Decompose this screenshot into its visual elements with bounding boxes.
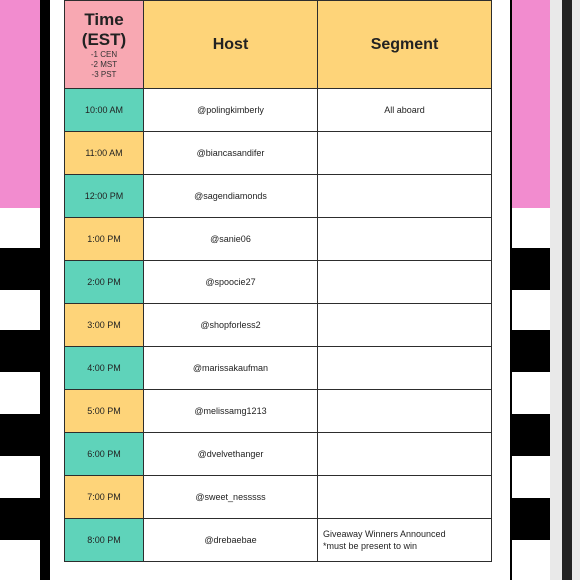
time-title: Time [84,9,124,29]
schedule-table [64,0,492,562]
host-cell: @dvelvethanger [144,433,318,476]
host-cell: @spoocie27 [144,261,318,304]
table-row [65,433,492,476]
table-row [65,519,492,562]
host-header: Host [144,1,318,89]
segment-cell [318,390,492,433]
time-cell: 2:00 PM [65,261,144,304]
host-cell: @drebaebae [144,519,318,562]
time-cell: 6:00 PM [65,433,144,476]
table-row [65,347,492,390]
time-header [65,1,144,89]
time-subtitle: (EST) [81,29,127,49]
host-cell: @melissamg1213 [144,390,318,433]
segment-cell [318,175,492,218]
segment-note: *must be present to win [323,541,418,551]
segment-cell [318,261,492,304]
time-cell: 10:00 AM [65,89,144,132]
table-row [65,476,492,519]
timezone-pst: -3 PST [91,69,117,79]
host-cell: @sagendiamonds [144,175,318,218]
header-row [65,1,492,89]
stripe [0,290,40,330]
stripe [512,456,550,498]
segment-cell [318,476,492,519]
stripe [512,372,550,414]
timezone-cen: -1 CEN [90,49,118,59]
segment-cell: All aboard [318,89,492,132]
table-row [65,175,492,218]
segment-header: Segment [318,1,492,89]
table-row [65,390,492,433]
segment-cell [318,347,492,390]
table-row [65,218,492,261]
time-cell: 5:00 PM [65,390,144,433]
segment-cell [318,304,492,347]
time-cell: 4:00 PM [65,347,144,390]
stripe [512,540,550,580]
time-cell: 12:00 PM [65,175,144,218]
host-cell: @biancasandifer [144,132,318,175]
table-row [65,89,492,132]
stripe [0,208,40,248]
time-cell: 1:00 PM [65,218,144,261]
stripe [0,372,40,414]
segment-cell [318,433,492,476]
right-edge [550,0,580,580]
segment-cell [318,519,492,562]
table-row [65,261,492,304]
time-cell: 7:00 PM [65,476,144,519]
segment-line: Giveaway Winners Announced [323,529,446,539]
host-cell: @sanie06 [144,218,318,261]
segment-cell [318,132,492,175]
segment-cell [318,218,492,261]
stripe [512,208,550,248]
host-cell: @sweet_nesssss [144,476,318,519]
host-cell: @shopforless2 [144,304,318,347]
table-row [65,132,492,175]
table-row [65,304,492,347]
time-cell: 11:00 AM [65,132,144,175]
time-cell: 8:00 PM [65,519,144,562]
host-cell: @polingkimberly [144,89,318,132]
host-cell: @marissakaufman [144,347,318,390]
stripe [0,540,40,580]
timezone-mst: -2 MST [90,59,118,69]
stripe [512,290,550,330]
time-cell: 3:00 PM [65,304,144,347]
stripe [0,456,40,498]
